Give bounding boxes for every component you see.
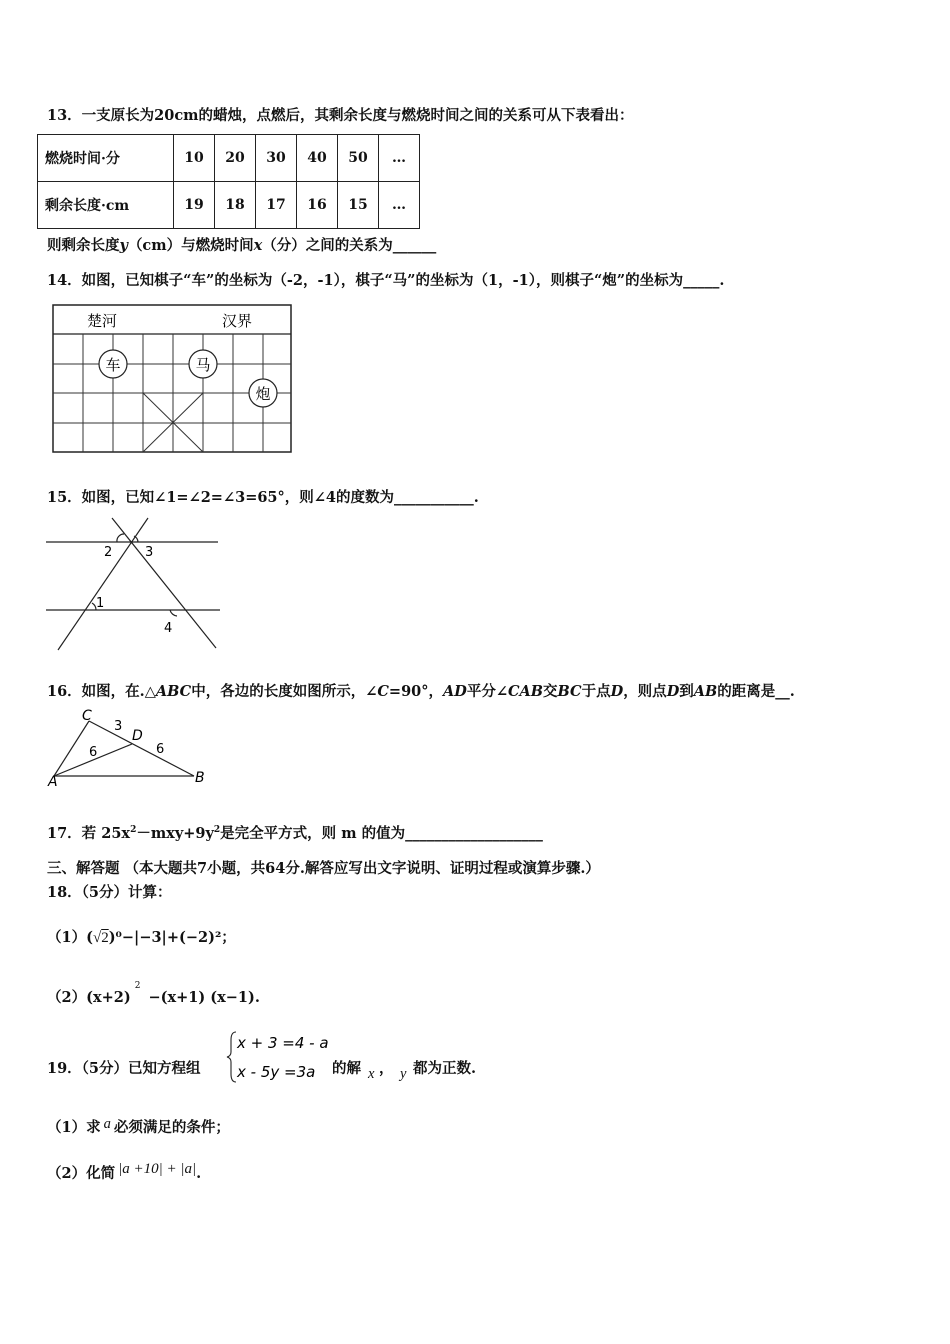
q13-var-x: x <box>253 237 263 254</box>
q16-c: C <box>377 683 389 700</box>
q18-part1 <box>47 926 236 947</box>
piece-che-label: 车 <box>105 356 121 374</box>
q16-e: 平分∠ <box>466 683 508 700</box>
q13-var-y: y <box>119 237 128 254</box>
q16-abc: ABC <box>155 683 192 700</box>
q16-bc: BC <box>557 683 582 700</box>
cell: 10 <box>174 135 215 182</box>
cell: … <box>379 135 420 182</box>
angle-1-label: 1 <box>96 596 105 611</box>
q19-part2 <box>47 1162 201 1183</box>
cell: 40 <box>297 135 338 182</box>
section-3-heading: 三、解答题 （本大题共7小题，共64分.解答应写出文字说明、证明过程或演算步骤.） <box>47 860 600 877</box>
q16-b: 中，各边的长度如图所示，∠ <box>191 683 378 700</box>
burn-table <box>37 134 420 229</box>
q16-d: =90°， <box>388 683 443 700</box>
q16-g: 于点 <box>581 683 611 700</box>
cell: … <box>379 182 420 229</box>
q16-a: 16．如图，在.△ <box>47 683 156 700</box>
q16-f: 交 <box>543 683 558 700</box>
length-cd-label: 3 <box>114 719 123 734</box>
q17-b: －mxy+9y <box>136 825 214 842</box>
q19-p2-b: . <box>196 1165 202 1182</box>
q17-a: 17．若 25x <box>47 825 131 842</box>
q19-p2-a: （2）化简 <box>47 1165 116 1182</box>
q19-text-c: 都为正数. <box>413 1060 477 1077</box>
angle-3-label: 3 <box>145 545 154 560</box>
vertex-b-label: B <box>195 770 205 786</box>
row1-header: 燃烧时间·分 <box>38 135 174 182</box>
angle-2-label: 2 <box>104 545 113 560</box>
abs-expression: |a +10| + |a| <box>118 1161 197 1177</box>
q17-sup1: 2 <box>130 825 137 836</box>
q19-p1-a: （1）求 <box>47 1119 101 1136</box>
vertex-a-label: A <box>48 774 58 788</box>
q16-ad: AD <box>443 683 467 700</box>
piece-pao-label: 炮 <box>255 385 271 403</box>
q17-text <box>47 822 543 843</box>
q13-answer-b: （cm）与燃烧时间 <box>127 237 254 254</box>
q16-cab: CAB <box>507 683 544 700</box>
q17-sup2: 2 <box>213 825 221 836</box>
cell: 50 <box>338 135 379 182</box>
q19-var-a: a <box>103 1116 111 1132</box>
sqrt-expression: √2 <box>92 930 109 946</box>
q16-point-d2: D <box>666 683 680 700</box>
q13-answer-a: 则剩余长度 <box>47 237 120 254</box>
equation-1: x + 3 =4 - a <box>237 1034 329 1052</box>
length-ac-label: 6 <box>89 745 98 760</box>
piece-che <box>99 350 127 378</box>
river-left-label: 楚河 <box>87 312 118 330</box>
angle-4-label: 4 <box>164 621 173 636</box>
chess-board-figure <box>50 303 296 456</box>
q17-c: 是完全平方式，则 m 的值为___________________ <box>220 825 543 842</box>
vertex-d-label: D <box>132 728 143 744</box>
q19-p1-b: 必须满足的条件； <box>113 1119 230 1136</box>
q19-var-y: y <box>400 1066 407 1082</box>
q18-p1-b: )⁰−|−3|+(−2)²； <box>108 929 236 946</box>
q18-title: 18．（5分）计算： <box>47 884 172 901</box>
q19-text-a: 19．（5分）已知方程组 <box>47 1060 201 1077</box>
q16-i: 到 <box>679 683 694 700</box>
row2-header: 剩余长度·cm <box>38 182 174 229</box>
parallel-lines-figure <box>40 512 225 654</box>
cell: 17 <box>256 182 297 229</box>
cell: 20 <box>215 135 256 182</box>
q18-p2-a: （2）(x+2) <box>47 989 131 1006</box>
cell: 16 <box>297 182 338 229</box>
equation-2: x - 5y =3a <box>237 1063 316 1081</box>
length-db-label: 6 <box>156 742 165 757</box>
cell: 30 <box>256 135 297 182</box>
piece-pao <box>249 379 277 407</box>
q18-p2-sup: 2 <box>134 981 141 992</box>
q18-p2-b: −(x+1) (x−1). <box>148 989 260 1006</box>
cell: 18 <box>215 182 256 229</box>
q19-var-x: x <box>368 1066 375 1082</box>
vertex-c-label: C <box>82 708 92 724</box>
triangle-abc-figure <box>44 708 209 788</box>
sqrt-radicand: 2 <box>101 930 109 946</box>
q19-text-b <box>332 1057 361 1078</box>
table-row <box>38 135 420 182</box>
river-right-label: 汉界 <box>222 312 253 330</box>
cell: 15 <box>338 182 379 229</box>
q16-h: ，则点 <box>623 683 667 700</box>
q19-comma: ， <box>379 1060 394 1077</box>
q19-part1 <box>47 1116 230 1137</box>
q13-answer <box>47 234 436 255</box>
q16-point-d: D <box>610 683 624 700</box>
piece-ma-label: 马 <box>195 356 211 374</box>
cell: 19 <box>174 182 215 229</box>
table-row <box>38 182 420 229</box>
q18-p1-a: （1）( <box>47 929 93 946</box>
q14-text: 14．如图，已知棋子“车”的坐标为（-2，-1），棋子“马”的坐标为（1，-1），则棋子“炮”的坐标为_____. <box>47 272 725 289</box>
q16-j: 的距离是__. <box>717 683 795 700</box>
q13-answer-c: （分）之间的关系为______ <box>262 237 437 254</box>
q19-b: 的解 <box>332 1060 361 1077</box>
piece-ma <box>189 350 217 378</box>
q15-text: 15．如图，已知∠1=∠2=∠3=65°，则∠4的度数为___________. <box>47 489 479 506</box>
q16-text <box>47 680 795 701</box>
q13-text: 13．一支原长为20cm的蜡烛，点燃后，其剩余长度与燃烧时间之间的关系可从下表看出： <box>47 107 634 124</box>
q16-ab: AB <box>693 683 718 700</box>
equation-system <box>226 1028 330 1086</box>
q18-part2 <box>47 981 260 1007</box>
